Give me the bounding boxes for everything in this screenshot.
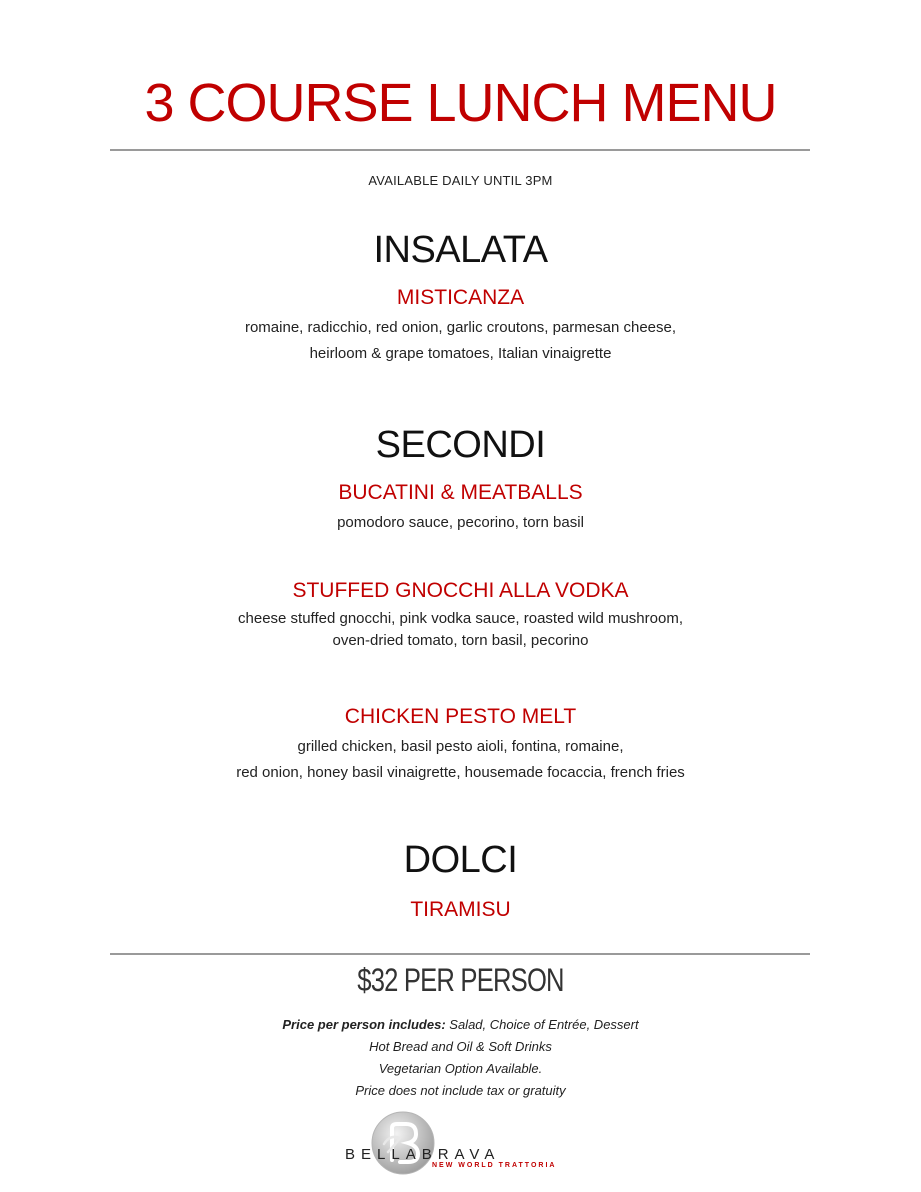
dish-name-misticanza: MISTICANZA bbox=[396, 286, 525, 309]
desc-line: cheese stuffed gnocchi, pink vodka sauce, roasted wild mushroom, bbox=[238, 610, 683, 627]
section-title-insalata: INSALATA bbox=[373, 229, 548, 271]
brand-name: BELLABRAVA bbox=[345, 1146, 501, 1163]
dish-name-bucatini: BUCATINI & MEATBALLS bbox=[338, 481, 583, 504]
includes-line bbox=[0, 1014, 921, 1036]
desc-line: romaine, radicchio, red onion, garlic croutons, parmesan cheese, bbox=[244, 319, 677, 336]
dish-desc-bucatini bbox=[0, 510, 921, 536]
menu-title: 3 COURSE LUNCH MENU bbox=[144, 73, 777, 133]
dish-desc-misticanza bbox=[0, 315, 921, 367]
dish-name-tiramisu: TIRAMISU bbox=[410, 898, 511, 921]
includes-label: Price per person includes: bbox=[282, 1017, 446, 1032]
desc-line: oven-dried tomato, torn basil, pecorino bbox=[332, 632, 589, 649]
note-line: Vegetarian Option Available. bbox=[378, 1061, 543, 1076]
desc-line: pomodoro sauce, pecorino, torn basil bbox=[337, 514, 584, 531]
desc-line: heirloom & grape tomatoes, Italian vinaigrette bbox=[309, 345, 612, 362]
top-divider bbox=[110, 149, 810, 151]
section-title-dolci: DOLCI bbox=[403, 839, 518, 881]
brand-tagline: NEW WORLD TRATTORIA bbox=[432, 1162, 557, 1169]
dish-name-gnocchi: STUFFED GNOCCHI ALLA VODKA bbox=[292, 579, 629, 602]
note-line: Hot Bread and Oil & Soft Drinks bbox=[369, 1039, 552, 1054]
dish-name-chicken-pesto-melt: CHICKEN PESTO MELT bbox=[344, 705, 577, 728]
section-title-secondi: SECONDI bbox=[375, 424, 546, 466]
dish-desc-chicken-pesto-melt bbox=[0, 734, 921, 786]
includes-text: Salad, Choice of Entrée, Dessert bbox=[449, 1017, 639, 1032]
price-per-person: $32 PER PERSON bbox=[357, 962, 564, 998]
availability-note: AVAILABLE DAILY UNTIL 3PM bbox=[368, 173, 553, 188]
desc-line: grilled chicken, basil pesto aioli, fontina, romaine, bbox=[297, 738, 624, 755]
dish-desc-gnocchi bbox=[0, 608, 921, 652]
note-line: Price does not include tax or gratuity bbox=[355, 1083, 566, 1098]
bottom-divider bbox=[110, 953, 810, 955]
desc-line: red onion, honey basil vinaigrette, housemade focaccia, french fries bbox=[236, 764, 685, 781]
bellabrava-monogram-logo-icon bbox=[370, 1110, 436, 1176]
price-notes bbox=[0, 1014, 921, 1102]
